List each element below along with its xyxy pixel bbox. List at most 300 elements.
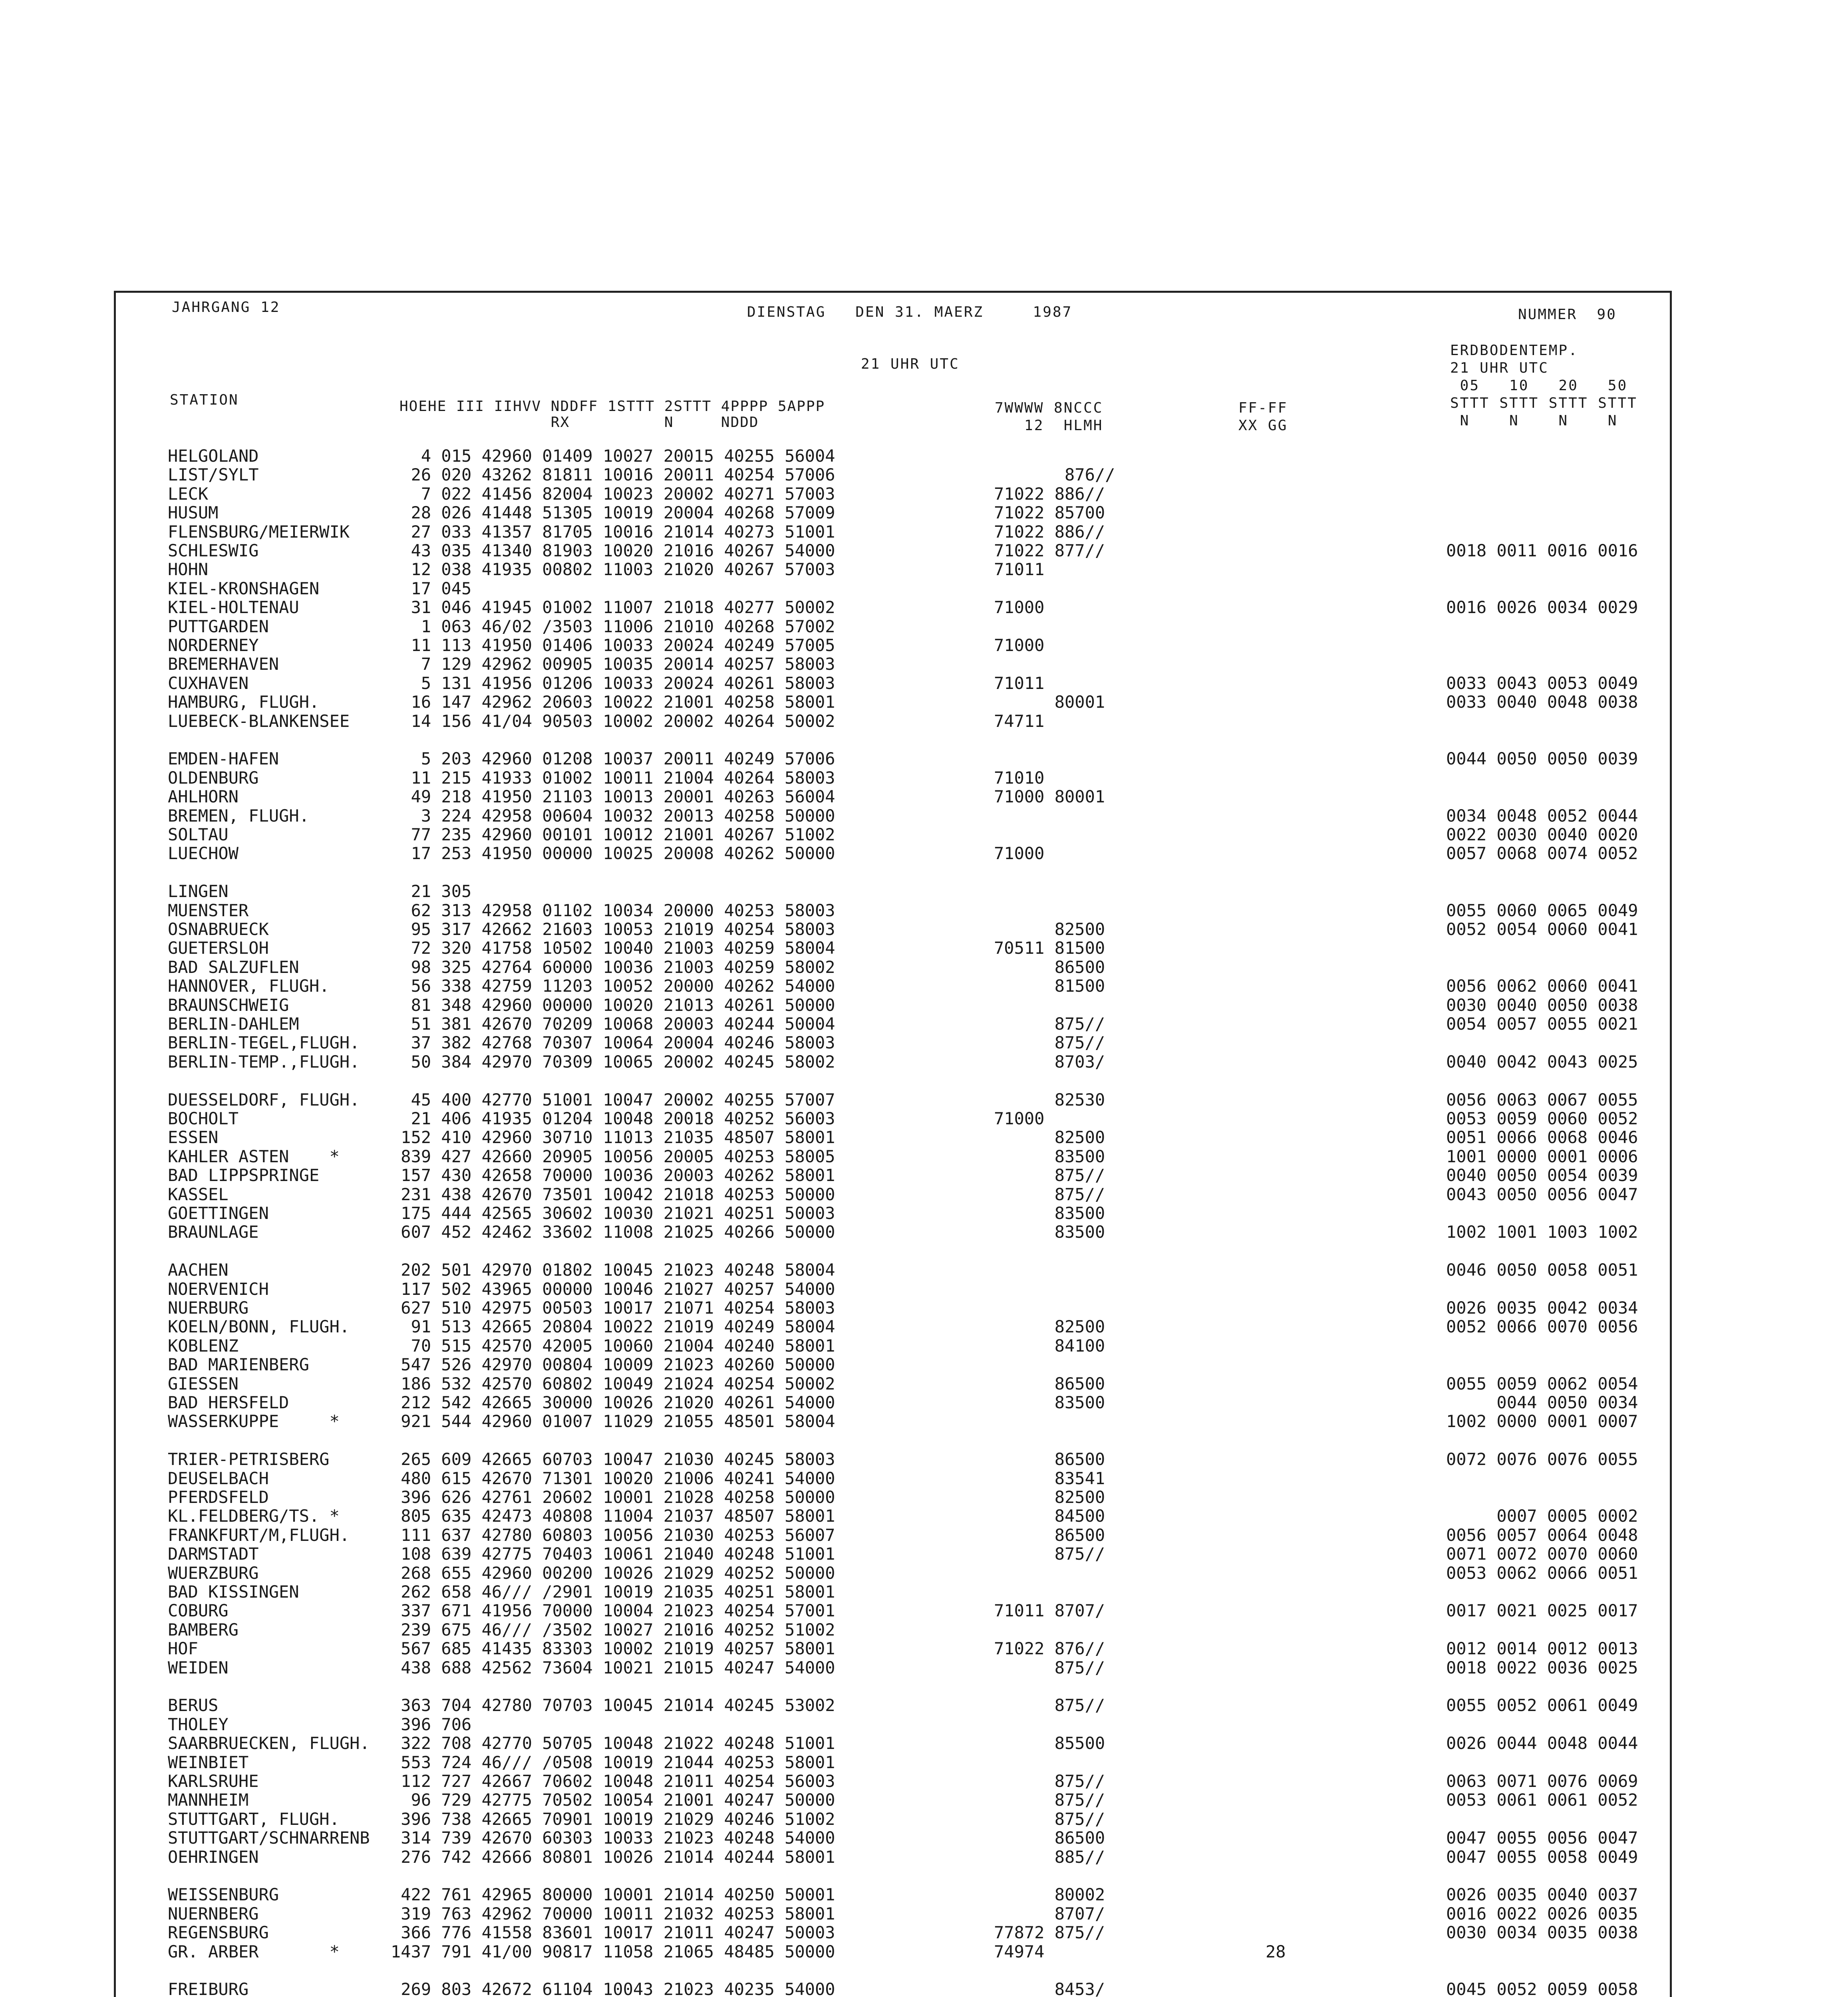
station-data: 276 742 42666 80801 10026 21014 40244 58001: [391, 1847, 835, 1867]
weather-group: 83541: [994, 1468, 1105, 1488]
table-row: [0, 1128, 1848, 1147]
table-row: [0, 1488, 1848, 1507]
main-columns-header: HOEHE III IIHVV NDDFF 1STTT 2STTT 4PPPP 5APPP: [399, 398, 825, 415]
weather-group: 74974: [994, 1941, 1045, 1961]
soil-temperature: 0033 0040 0048 0038: [1446, 692, 1638, 712]
soil-temperature: 0063 0071 0076 0069: [1446, 1771, 1638, 1791]
station-name: WASSERKUPPE *: [168, 1411, 340, 1431]
table-row: [0, 1507, 1848, 1525]
station-name: HOF: [168, 1639, 198, 1659]
station-name: NOERVENICH: [168, 1279, 269, 1299]
table-row: [0, 1791, 1848, 1809]
soil-temperature: 1001 0000 0001 0006: [1446, 1146, 1638, 1166]
station-name: KIEL-KRONSHAGEN: [168, 578, 320, 598]
station-name: EMDEN-HAFEN: [168, 749, 279, 769]
soil-temperature: 0044 0050 0034: [1446, 1393, 1638, 1412]
erdboden-title: ERDBODENTEMP.: [1450, 342, 1578, 359]
station-data: 231 438 42670 73501 10042 21018 40253 50000: [391, 1184, 835, 1204]
table-row: [0, 1885, 1848, 1904]
table-row: [0, 1393, 1848, 1412]
table-row: [0, 1639, 1848, 1658]
station-data: 921 544 42960 01007 11029 21055 48501 58004: [391, 1411, 835, 1431]
weather-group: 84500: [994, 1506, 1105, 1526]
table-row: [0, 617, 1848, 636]
station-data: 3 224 42958 00604 10032 20013 40258 50000: [391, 806, 835, 826]
weather-group: 80001: [994, 692, 1105, 712]
table-row: [0, 447, 1848, 465]
table-row: [0, 484, 1848, 503]
table-row: [0, 522, 1848, 541]
station-name: BREMERHAVEN: [168, 654, 279, 674]
station-name: COBURG: [168, 1601, 229, 1621]
table-row: [0, 579, 1848, 598]
weather-group: 8707/: [994, 1904, 1105, 1924]
table-row: [0, 901, 1848, 920]
soil-temperature: 0071 0072 0070 0060: [1446, 1544, 1638, 1564]
station-column-header: STATION: [170, 392, 239, 408]
station-name: KL.FELDBERG/TS. *: [168, 1506, 340, 1526]
station-data: 26 020 43262 81811 10016 20011 40254 57006: [391, 465, 835, 485]
weather-group: 71000: [994, 635, 1045, 655]
station-name: PFERDSFELD: [168, 1487, 269, 1507]
station-data: 17 045: [391, 578, 472, 598]
soil-temperature: 0057 0068 0074 0052: [1446, 844, 1638, 864]
station-name: SCHLESWIG: [168, 541, 259, 560]
station-data: 202 501 42970 01802 10045 21023 40248 58004: [391, 1260, 835, 1280]
station-data: 269 803 42672 61104 10043 21023 40235 54000: [391, 1979, 835, 1997]
table-row: [0, 977, 1848, 995]
weather-group: 875//: [994, 1695, 1105, 1715]
ff-columns-subheader: XX GG: [1238, 417, 1288, 434]
station-data: 27 033 41357 81705 10016 21014 40273 51001: [391, 522, 835, 542]
soil-temperature: 0034 0048 0052 0044: [1446, 806, 1638, 826]
table-row: [0, 693, 1848, 711]
table-row: [0, 1526, 1848, 1544]
table-row: [0, 1280, 1848, 1298]
station-data: 98 325 42764 60000 10036 21003 40259 58002: [391, 957, 835, 977]
table-row: [0, 1052, 1848, 1071]
table-row: [0, 996, 1848, 1014]
table-row: [0, 1696, 1848, 1715]
table-row: [0, 655, 1848, 673]
weather-group: 85500: [994, 1733, 1105, 1753]
station-data: 72 320 41758 10502 10040 21003 40259 58004: [391, 938, 835, 958]
station-name: BOCHOLT: [168, 1109, 239, 1128]
station-name: BRAUNLAGE: [168, 1222, 259, 1242]
weather-group: 876//: [994, 465, 1115, 485]
station-name: KOELN/BONN, FLUGH.: [168, 1317, 350, 1337]
soil-temperature: 0051 0066 0068 0046: [1446, 1128, 1638, 1147]
table-row: [0, 1980, 1848, 1997]
station-name: HANNOVER, FLUGH.: [168, 976, 330, 996]
weather-group: 875//: [994, 1014, 1105, 1034]
table-row: [0, 1355, 1848, 1374]
station-name: BERLIN-TEGEL,FLUGH.: [168, 1033, 360, 1053]
station-name: SOLTAU: [168, 825, 229, 844]
weather-group: 81500: [994, 976, 1105, 996]
station-data: 152 410 42960 30710 11013 21035 48507 58001: [391, 1128, 835, 1147]
table-row: [0, 1544, 1848, 1563]
weather-group: 71022 876//: [994, 1639, 1105, 1659]
table-row: [0, 1620, 1848, 1639]
station-name: WEIDEN: [168, 1658, 229, 1677]
station-data: 567 685 41435 83303 10002 21019 40257 58001: [391, 1639, 835, 1659]
weather-group: 875//: [994, 1809, 1105, 1829]
station-data: 91 513 42665 20804 10022 21019 40249 58004: [391, 1317, 835, 1337]
station-name: REGENSBURG: [168, 1923, 269, 1943]
station-name: BREMEN, FLUGH.: [168, 806, 310, 826]
weather-group: 875//: [994, 1771, 1105, 1791]
station-data: 314 739 42670 60303 10033 21023 40248 54000: [391, 1828, 835, 1848]
soil-temperature: 0026 0044 0048 0044: [1446, 1733, 1638, 1753]
jahrgang-label: JAHRGANG 12: [172, 299, 280, 316]
station-data: 56 338 42759 11203 10052 20000 40262 54000: [391, 976, 835, 996]
soil-temperature: 0053 0059 0060 0052: [1446, 1109, 1638, 1128]
weather-group: 71000 80001: [994, 787, 1105, 807]
soil-temperature: 0053 0061 0061 0052: [1446, 1790, 1638, 1810]
erdboden-cols: STTT STTT STTT STTT: [1450, 395, 1637, 411]
station-data: 363 704 42780 70703 10045 21014 40245 53002: [391, 1695, 835, 1715]
station-name: BAD KISSINGEN: [168, 1582, 299, 1602]
station-data: 480 615 42670 71301 10020 21006 40241 54000: [391, 1468, 835, 1488]
station-data: 62 313 42958 01102 10034 20000 40253 58003: [391, 900, 835, 920]
weather-group: 875//: [994, 1033, 1105, 1053]
station-data: 51 381 42670 70209 10068 20003 40244 50004: [391, 1014, 835, 1034]
station-data: 28 026 41448 51305 10019 20004 40268 57009: [391, 503, 835, 523]
table-row: [0, 1904, 1848, 1923]
table-row: [0, 1715, 1848, 1734]
station-data: 70 515 42570 42005 10060 21004 40240 58001: [391, 1336, 835, 1356]
station-name: OEHRINGEN: [168, 1847, 259, 1867]
station-name: HAMBURG, FLUGH.: [168, 692, 320, 712]
station-name: MUENSTER: [168, 900, 249, 920]
main-columns-subheader: RX N NDDD: [399, 414, 759, 431]
weather-group: 71011 8707/: [994, 1601, 1105, 1621]
station-data: 7 022 41456 82004 10023 20002 40271 57003: [391, 484, 835, 504]
soil-temperature: 0030 0040 0050 0038: [1446, 995, 1638, 1015]
station-data: 322 708 42770 50705 10048 21022 40248 51001: [391, 1733, 835, 1753]
station-name: DUESSELDORF, FLUGH.: [168, 1090, 360, 1110]
station-name: DARMSTADT: [168, 1544, 259, 1564]
weather-group: 83500: [994, 1203, 1105, 1223]
soil-temperature: 0040 0042 0043 0025: [1446, 1052, 1638, 1072]
weather-group: 83500: [994, 1222, 1105, 1242]
soil-temperature: 0054 0057 0055 0021: [1446, 1014, 1638, 1034]
station-data: 7 129 42962 00905 10035 20014 40257 58003: [391, 654, 835, 674]
table-row: [0, 1412, 1848, 1431]
time-label: 21 UHR UTC: [861, 356, 960, 372]
station-data: 212 542 42665 30000 10026 21020 40261 54000: [391, 1393, 835, 1412]
weather-group: 80002: [994, 1885, 1105, 1905]
station-data: 186 532 42570 60802 10049 21024 40254 50002: [391, 1374, 835, 1394]
soil-temperature: 0022 0030 0040 0020: [1446, 825, 1638, 844]
station-name: GIESSEN: [168, 1374, 239, 1394]
weather-group: 71010: [994, 768, 1045, 788]
station-name: KASSEL: [168, 1184, 229, 1204]
station-name: BAD LIPPSPRINGE: [168, 1165, 320, 1185]
table-row: [0, 1469, 1848, 1488]
station-name: FRANKFURT/M,FLUGH.: [168, 1525, 350, 1545]
table-row: [0, 1582, 1848, 1601]
station-name: ESSEN: [168, 1128, 219, 1147]
station-data: 21 406 41935 01204 10048 20018 40252 56003: [391, 1109, 835, 1128]
weather-group: 70511 81500: [994, 938, 1105, 958]
station-name: LUECHOW: [168, 844, 239, 864]
station-data: 366 776 41558 83601 10017 21011 40247 50003: [391, 1923, 835, 1943]
table-row: [0, 598, 1848, 617]
station-data: 239 675 46/// /3502 10027 21016 40252 51002: [391, 1620, 835, 1640]
weather-group: 82500: [994, 1317, 1105, 1337]
weather-group: 8703/: [994, 1052, 1105, 1072]
table-row: [0, 541, 1848, 560]
station-name: THOLEY: [168, 1714, 229, 1734]
table-row: [0, 1564, 1848, 1582]
weather-group: 82530: [994, 1090, 1105, 1110]
station-data: 396 626 42761 20602 10001 21028 40258 50000: [391, 1487, 835, 1507]
soil-temperature: 1002 0000 0001 0007: [1446, 1411, 1638, 1431]
soil-temperature: 0016 0022 0026 0035: [1446, 1904, 1638, 1924]
station-name: HOHN: [168, 560, 209, 580]
nummer-label: NUMMER 90: [1518, 306, 1617, 323]
station-name: LUEBECK-BLANKENSEE: [168, 711, 350, 731]
station-name: GOETTINGEN: [168, 1203, 269, 1223]
ww-columns-header: 7WWWW 8NCCC: [995, 400, 1103, 416]
weather-group: 71022 886//: [994, 484, 1105, 504]
station-data: 45 400 42770 51001 10047 20002 40255 57007: [391, 1090, 835, 1110]
station-data: 627 510 42975 00503 10017 21071 40254 58003: [391, 1298, 835, 1318]
soil-temperature: 0056 0063 0067 0055: [1446, 1090, 1638, 1110]
table-row: [0, 1204, 1848, 1223]
table-row: [0, 1242, 1848, 1261]
station-data: 337 671 41956 70000 10004 21023 40254 57001: [391, 1601, 835, 1621]
weather-group: 875//: [994, 1544, 1105, 1564]
weather-group: 84100: [994, 1336, 1105, 1356]
station-data: 5 131 41956 01206 10033 20024 40261 58003: [391, 673, 835, 693]
soil-temperature: 0007 0005 0002: [1446, 1506, 1638, 1526]
weather-group: 875//: [994, 1184, 1105, 1204]
table-row: [0, 958, 1848, 977]
station-name: BAD MARIENBERG: [168, 1355, 310, 1375]
table-row: [0, 503, 1848, 522]
station-name: WEISSENBURG: [168, 1885, 279, 1905]
soil-temperature: 1002 1001 1003 1002: [1446, 1222, 1638, 1242]
station-name: BERUS: [168, 1695, 219, 1715]
soil-temperature: 0056 0057 0064 0048: [1446, 1525, 1638, 1545]
soil-temperature: 0030 0034 0035 0038: [1446, 1923, 1638, 1943]
table-row: [0, 1810, 1848, 1828]
erdboden-depths: 05 10 20 50: [1450, 377, 1628, 394]
station-data: 422 761 42965 80000 10001 21014 40250 50001: [391, 1885, 835, 1905]
table-row: [0, 1772, 1848, 1791]
station-data: 265 609 42665 60703 10047 21030 40245 58003: [391, 1449, 835, 1469]
weather-group: 83500: [994, 1393, 1105, 1412]
station-name: BERLIN-TEMP.,FLUGH.: [168, 1052, 360, 1072]
table-row: [0, 1261, 1848, 1279]
soil-temperature: 0016 0026 0034 0029: [1446, 598, 1638, 617]
station-data: 396 706: [391, 1714, 472, 1734]
station-name: TRIER-PETRISBERG: [168, 1449, 330, 1469]
station-name: OLDENBURG: [168, 768, 259, 788]
station-name: BRAUNSCHWEIG: [168, 995, 289, 1015]
station-data: 438 688 42562 73604 10021 21015 40247 54000: [391, 1658, 835, 1677]
weather-group: 86500: [994, 1374, 1105, 1394]
soil-temperature: 0072 0076 0076 0055: [1446, 1449, 1638, 1469]
station-name: SAARBRUECKEN, FLUGH.: [168, 1733, 370, 1753]
soil-temperature: 0047 0055 0056 0047: [1446, 1828, 1638, 1848]
station-data: 262 658 46/// /2901 10019 21035 40251 58001: [391, 1582, 835, 1602]
table-row: [0, 1109, 1848, 1128]
soil-temperature: 0053 0062 0066 0051: [1446, 1563, 1638, 1583]
table-row: [0, 1317, 1848, 1336]
station-name: KOBLENZ: [168, 1336, 239, 1356]
weather-group: 86500: [994, 1525, 1105, 1545]
table-row: [0, 844, 1848, 863]
soil-temperature: 0047 0055 0058 0049: [1446, 1847, 1638, 1867]
weather-group: 875//: [994, 1790, 1105, 1810]
soil-temperature: 0046 0050 0058 0051: [1446, 1260, 1638, 1280]
table-row: [0, 1848, 1848, 1866]
station-data: 49 218 41950 21103 10013 20001 40263 56004: [391, 787, 835, 807]
table-row: [0, 1942, 1848, 1961]
table-row: [0, 1923, 1848, 1942]
station-name: WUERZBURG: [168, 1563, 259, 1583]
weather-group: 71022 886//: [994, 522, 1105, 542]
weather-group: 74711: [994, 711, 1045, 731]
date-label: DIENSTAG DEN 31. MAERZ 1987: [747, 304, 1073, 320]
station-name: STUTTGART/SCHNARRENB: [168, 1828, 370, 1848]
table-row: [0, 731, 1848, 749]
station-name: GR. ARBER *: [168, 1941, 340, 1961]
station-data: 4 015 42960 01409 10027 20015 40255 56004: [391, 446, 835, 466]
table-row: [0, 1336, 1848, 1355]
table-row: [0, 749, 1848, 768]
station-name: KIEL-HOLTENAU: [168, 598, 299, 617]
weather-group: 86500: [994, 957, 1105, 977]
table-row: [0, 1677, 1848, 1696]
station-name: BAD HERSFELD: [168, 1393, 289, 1412]
station-name: NORDERNEY: [168, 635, 259, 655]
table-row: [0, 1601, 1848, 1620]
table-row: [0, 1071, 1848, 1090]
station-name: FREIBURG: [168, 1979, 249, 1997]
station-name: DEUSELBACH: [168, 1468, 269, 1488]
station-name: BAD SALZUFLEN: [168, 957, 299, 977]
station-name: KAHLER ASTEN *: [168, 1146, 340, 1166]
soil-temperature: 0052 0066 0070 0056: [1446, 1317, 1638, 1337]
station-name: LINGEN: [168, 881, 229, 901]
soil-temperature: 0018 0011 0016 0016: [1446, 541, 1638, 560]
soil-temperature: 0026 0035 0040 0037: [1446, 1885, 1638, 1905]
weather-group: 71011: [994, 560, 1045, 580]
table-row: [0, 674, 1848, 693]
table-row: [0, 1431, 1848, 1450]
station-name: NUERBURG: [168, 1298, 249, 1318]
table-row: [0, 1147, 1848, 1166]
station-name: LECK: [168, 484, 209, 504]
station-data: 805 635 42473 40808 11004 21037 48507 58001: [391, 1506, 835, 1526]
table-row: [0, 1866, 1848, 1885]
table-row: [0, 465, 1848, 484]
station-data: 157 430 42658 70000 10036 20003 40262 58001: [391, 1165, 835, 1185]
table-row: [0, 863, 1848, 882]
station-data: 1 063 46/02 /3503 11006 21010 40268 57002: [391, 616, 835, 636]
station-data: 81 348 42960 00000 10020 21013 40261 50000: [391, 995, 835, 1015]
table-row: [0, 1014, 1848, 1033]
station-data: 17 253 41950 00000 10025 20008 40262 50000: [391, 844, 835, 864]
table-row: [0, 1374, 1848, 1393]
station-name: WEINBIET: [168, 1752, 249, 1772]
station-name: MANNHEIM: [168, 1790, 249, 1810]
ww-columns-subheader: 12 HLMH: [995, 417, 1103, 434]
table-row: [0, 1298, 1848, 1317]
table-row: [0, 1450, 1848, 1469]
table-row: [0, 825, 1848, 844]
station-name: NUERNBERG: [168, 1904, 259, 1924]
table-row: [0, 1166, 1848, 1185]
weather-group: 885//: [994, 1847, 1105, 1867]
station-name: AHLHORN: [168, 787, 239, 807]
table-row: [0, 787, 1848, 806]
weather-group: 86500: [994, 1828, 1105, 1848]
weather-group: 86500: [994, 1449, 1105, 1469]
station-data: 5 203 42960 01208 10037 20011 40249 57006: [391, 749, 835, 769]
station-name: LIST/SYLT: [168, 465, 259, 485]
soil-temperature: 0040 0050 0054 0039: [1446, 1165, 1638, 1185]
station-data: 16 147 42962 20603 10022 21001 40258 58001: [391, 692, 835, 712]
weather-group: 875//: [994, 1658, 1105, 1677]
soil-temperature: 0012 0014 0012 0013: [1446, 1639, 1638, 1659]
weather-group: 82500: [994, 1128, 1105, 1147]
weather-group: 82500: [994, 1487, 1105, 1507]
weather-group: 71022 877//: [994, 541, 1105, 560]
table-row: [0, 1033, 1848, 1052]
station-data: 117 502 43965 00000 10046 21027 40257 54000: [391, 1279, 835, 1299]
weather-group: 71000: [994, 1109, 1045, 1128]
weather-group: 8453/: [994, 1979, 1105, 1997]
station-data: 839 427 42660 20905 10056 20005 40253 58005: [391, 1146, 835, 1166]
erdboden-time: 21 UHR UTC: [1450, 360, 1549, 376]
wind-group: 28: [1266, 1941, 1286, 1961]
station-name: OSNABRUECK: [168, 919, 269, 939]
station-data: 396 738 42665 70901 10019 21029 40246 51002: [391, 1809, 835, 1829]
soil-temperature: 0056 0062 0060 0041: [1446, 976, 1638, 996]
weather-group: 71011: [994, 673, 1045, 693]
station-name: AACHEN: [168, 1260, 229, 1280]
table-row: [0, 882, 1848, 901]
station-data: 547 526 42970 00804 10009 21023 40260 50000: [391, 1355, 835, 1375]
soil-temperature: 0018 0022 0036 0025: [1446, 1658, 1638, 1677]
station-data: 11 113 41950 01406 10033 20024 40249 57005: [391, 635, 835, 655]
table-row: [0, 920, 1848, 939]
table-row: [0, 560, 1848, 579]
station-name: GUETERSLOH: [168, 938, 269, 958]
station-data: 96 729 42775 70502 10054 21001 40247 50000: [391, 1790, 835, 1810]
soil-temperature: 0052 0054 0060 0041: [1446, 919, 1638, 939]
soil-temperature: 0055 0059 0062 0054: [1446, 1374, 1638, 1394]
erdboden-n: N N N N: [1450, 413, 1618, 429]
table-row: [0, 768, 1848, 787]
table-row: [0, 939, 1848, 957]
soil-temperature: 0055 0060 0065 0049: [1446, 900, 1638, 920]
station-data: 607 452 42462 33602 11008 21025 40266 50000: [391, 1222, 835, 1242]
weather-group: 875//: [994, 1165, 1105, 1185]
station-name: BERLIN-DAHLEM: [168, 1014, 299, 1034]
table-row: [0, 1090, 1848, 1109]
table-row: [0, 1961, 1848, 1980]
ff-columns-header: FF-FF: [1238, 400, 1288, 416]
station-data: 95 317 42662 21603 10053 21019 40254 58003: [391, 919, 835, 939]
station-data: 37 382 42768 70307 10064 20004 40246 58003: [391, 1033, 835, 1053]
